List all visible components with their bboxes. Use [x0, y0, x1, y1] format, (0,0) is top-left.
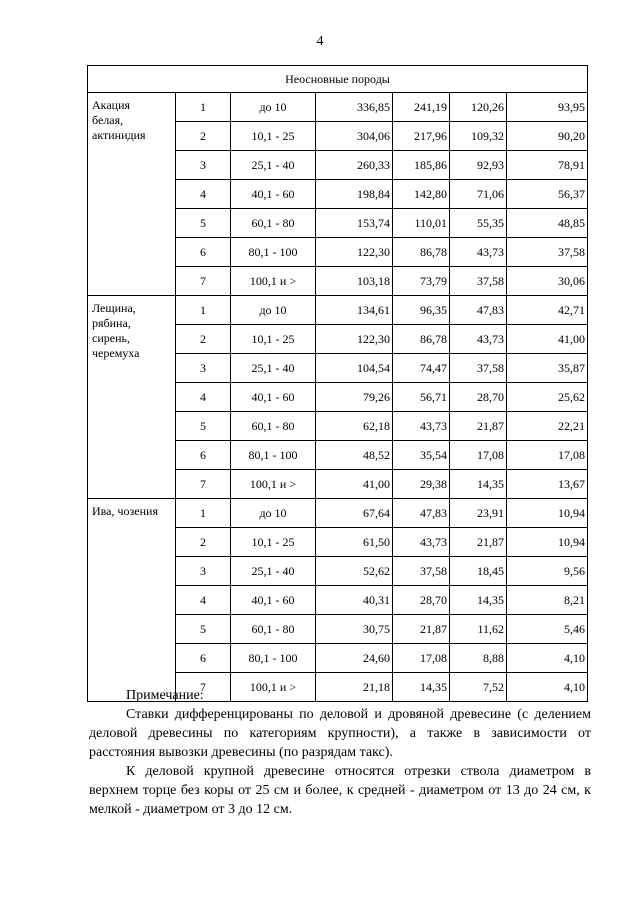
species-name-line: актинидия — [92, 128, 146, 142]
rate-cell: 37,58 — [450, 267, 507, 296]
rate-cell: 30,75 — [316, 615, 393, 644]
rate-cell: 30,06 — [507, 267, 588, 296]
rate-cell: 4,10 — [507, 673, 588, 702]
rate-cell: 41,00 — [507, 325, 588, 354]
rate-cell: 153,74 — [316, 209, 393, 238]
rate-cell: 37,58 — [393, 557, 450, 586]
diameter-range-cell: 100,1 и > — [231, 470, 316, 499]
diameter-range-cell: 60,1 - 80 — [231, 209, 316, 238]
rate-cell: 185,86 — [393, 151, 450, 180]
rate-cell: 134,61 — [316, 296, 393, 325]
diameter-range-cell: 10,1 - 25 — [231, 122, 316, 151]
species-name-line: белая, — [92, 113, 124, 127]
rate-cell: 23,91 — [450, 499, 507, 528]
diameter-range-cell: до 10 — [231, 499, 316, 528]
diameter-range-cell: 80,1 - 100 — [231, 644, 316, 673]
rate-cell: 17,08 — [507, 441, 588, 470]
rate-cell: 13,67 — [507, 470, 588, 499]
species-group-name — [88, 296, 176, 499]
species-name-line: Акация — [92, 98, 131, 112]
rate-cell: 4,10 — [507, 644, 588, 673]
rate-cell: 10,94 — [507, 499, 588, 528]
species-name-line: Ива, чозения — [92, 504, 158, 518]
rate-cell: 21,87 — [450, 412, 507, 441]
rank-cell: 6 — [176, 644, 231, 673]
diameter-range-cell: 80,1 - 100 — [231, 441, 316, 470]
rate-cell: 56,37 — [507, 180, 588, 209]
rate-cell: 52,62 — [316, 557, 393, 586]
rate-cell: 110,01 — [393, 209, 450, 238]
table-section-header: Неосновные породы — [88, 66, 588, 93]
rate-cell: 17,08 — [393, 644, 450, 673]
table-row — [88, 93, 588, 122]
notes-section — [89, 686, 591, 819]
rate-cell: 9,56 — [507, 557, 588, 586]
rate-cell: 17,08 — [450, 441, 507, 470]
rate-cell: 40,31 — [316, 586, 393, 615]
rate-cell: 73,79 — [393, 267, 450, 296]
rate-cell: 93,95 — [507, 93, 588, 122]
rate-cell: 86,78 — [393, 325, 450, 354]
rate-cell: 71,06 — [450, 180, 507, 209]
table-row — [88, 296, 588, 325]
rate-cell: 10,94 — [507, 528, 588, 557]
rate-cell: 22,21 — [507, 412, 588, 441]
page-number: 4 — [316, 34, 324, 49]
rate-cell: 29,38 — [393, 470, 450, 499]
diameter-range-cell: 60,1 - 80 — [231, 412, 316, 441]
rank-cell: 6 — [176, 238, 231, 267]
rate-cell: 47,83 — [393, 499, 450, 528]
rate-cell: 35,87 — [507, 354, 588, 383]
rate-cell: 61,50 — [316, 528, 393, 557]
rate-cell: 7,52 — [450, 673, 507, 702]
rate-cell: 21,18 — [316, 673, 393, 702]
diameter-range-cell: до 10 — [231, 296, 316, 325]
diameter-range-cell: 80,1 - 100 — [231, 238, 316, 267]
rate-cell: 14,35 — [450, 470, 507, 499]
species-group-name — [88, 93, 176, 296]
notes-paragraph: К деловой крупной древесине относятся отрезки ствола диаметром в верхнем торце без коры от 25 см и более, к средней - диаметром от 13 до 24 см, к мелкой - диаметром от 3 до 12 см. — [89, 764, 591, 817]
rate-cell: 42,71 — [507, 296, 588, 325]
rate-cell: 14,35 — [450, 586, 507, 615]
rank-cell: 2 — [176, 325, 231, 354]
rate-cell: 336,85 — [316, 93, 393, 122]
rate-cell: 41,00 — [316, 470, 393, 499]
table-header-row — [88, 66, 588, 93]
rates-table — [87, 65, 588, 702]
rank-cell: 4 — [176, 383, 231, 412]
rate-cell: 43,73 — [393, 412, 450, 441]
diameter-range-cell: 100,1 и > — [231, 267, 316, 296]
rate-cell: 43,73 — [450, 325, 507, 354]
rate-cell: 104,54 — [316, 354, 393, 383]
rank-cell: 3 — [176, 557, 231, 586]
rate-cell: 8,21 — [507, 586, 588, 615]
diameter-range-cell: 10,1 - 25 — [231, 325, 316, 354]
rate-cell: 142,80 — [393, 180, 450, 209]
rate-cell: 74,47 — [393, 354, 450, 383]
rate-cell: 79,26 — [316, 383, 393, 412]
rank-cell: 2 — [176, 528, 231, 557]
rate-cell: 37,58 — [507, 238, 588, 267]
rate-cell: 47,83 — [450, 296, 507, 325]
rank-cell: 1 — [176, 93, 231, 122]
rate-cell: 11,62 — [450, 615, 507, 644]
rate-cell: 21,87 — [450, 528, 507, 557]
notes-title: Примечание: — [126, 688, 204, 703]
rate-cell: 48,85 — [507, 209, 588, 238]
rank-cell: 3 — [176, 354, 231, 383]
species-name-line: черемуха — [92, 346, 140, 360]
rate-cell: 92,93 — [450, 151, 507, 180]
diameter-range-cell: 25,1 - 40 — [231, 151, 316, 180]
rank-cell: 7 — [176, 673, 231, 702]
species-group-name — [88, 499, 176, 702]
diameter-range-cell: 100,1 и > — [231, 673, 316, 702]
diameter-range-cell: 10,1 - 25 — [231, 528, 316, 557]
rate-cell: 86,78 — [393, 238, 450, 267]
rank-cell: 5 — [176, 615, 231, 644]
rank-cell: 5 — [176, 412, 231, 441]
rate-cell: 62,18 — [316, 412, 393, 441]
rank-cell: 3 — [176, 151, 231, 180]
diameter-range-cell: 40,1 - 60 — [231, 383, 316, 412]
rate-cell: 43,73 — [393, 528, 450, 557]
rank-cell: 4 — [176, 586, 231, 615]
rate-cell: 241,19 — [393, 93, 450, 122]
species-name-line: рябина, — [92, 316, 131, 330]
rate-cell: 25,62 — [507, 383, 588, 412]
rate-cell: 21,87 — [393, 615, 450, 644]
diameter-range-cell: 25,1 - 40 — [231, 354, 316, 383]
rate-cell: 198,84 — [316, 180, 393, 209]
rate-cell: 103,18 — [316, 267, 393, 296]
rate-cell: 217,96 — [393, 122, 450, 151]
rate-cell: 28,70 — [450, 383, 507, 412]
rate-cell: 28,70 — [393, 586, 450, 615]
rate-cell: 260,33 — [316, 151, 393, 180]
rate-cell: 78,91 — [507, 151, 588, 180]
rate-cell: 304,06 — [316, 122, 393, 151]
rank-cell: 5 — [176, 209, 231, 238]
rate-cell: 90,20 — [507, 122, 588, 151]
rate-cell: 37,58 — [450, 354, 507, 383]
rate-cell: 5,46 — [507, 615, 588, 644]
diameter-range-cell: 60,1 - 80 — [231, 615, 316, 644]
rate-cell: 14,35 — [393, 673, 450, 702]
table-row — [88, 499, 588, 528]
rate-cell: 43,73 — [450, 238, 507, 267]
rank-cell: 6 — [176, 441, 231, 470]
rate-cell: 48,52 — [316, 441, 393, 470]
diameter-range-cell: 40,1 - 60 — [231, 586, 316, 615]
rank-cell: 1 — [176, 296, 231, 325]
rate-cell: 24,60 — [316, 644, 393, 673]
rank-cell: 4 — [176, 180, 231, 209]
rate-cell: 122,30 — [316, 325, 393, 354]
species-name-line: сирень, — [92, 331, 130, 345]
notes-paragraph: Ставки дифференцированы по деловой и дровяной древесине (с делением деловой древесины по категориям крупности), а также в зависимости от расстояния вывозки древесины (по разрядам такс). — [89, 707, 591, 760]
rate-cell: 8,88 — [450, 644, 507, 673]
rate-cell: 120,26 — [450, 93, 507, 122]
rank-cell: 7 — [176, 267, 231, 296]
diameter-range-cell: 40,1 - 60 — [231, 180, 316, 209]
diameter-range-cell: до 10 — [231, 93, 316, 122]
rank-cell: 7 — [176, 470, 231, 499]
rate-cell: 56,71 — [393, 383, 450, 412]
rank-cell: 2 — [176, 122, 231, 151]
rate-cell: 109,32 — [450, 122, 507, 151]
rate-cell: 67,64 — [316, 499, 393, 528]
rate-cell: 122,30 — [316, 238, 393, 267]
diameter-range-cell: 25,1 - 40 — [231, 557, 316, 586]
species-name-line: Лещина, — [92, 301, 136, 315]
rate-cell: 18,45 — [450, 557, 507, 586]
rate-cell: 96,35 — [393, 296, 450, 325]
rate-cell: 35,54 — [393, 441, 450, 470]
rank-cell: 1 — [176, 499, 231, 528]
rate-cell: 55,35 — [450, 209, 507, 238]
